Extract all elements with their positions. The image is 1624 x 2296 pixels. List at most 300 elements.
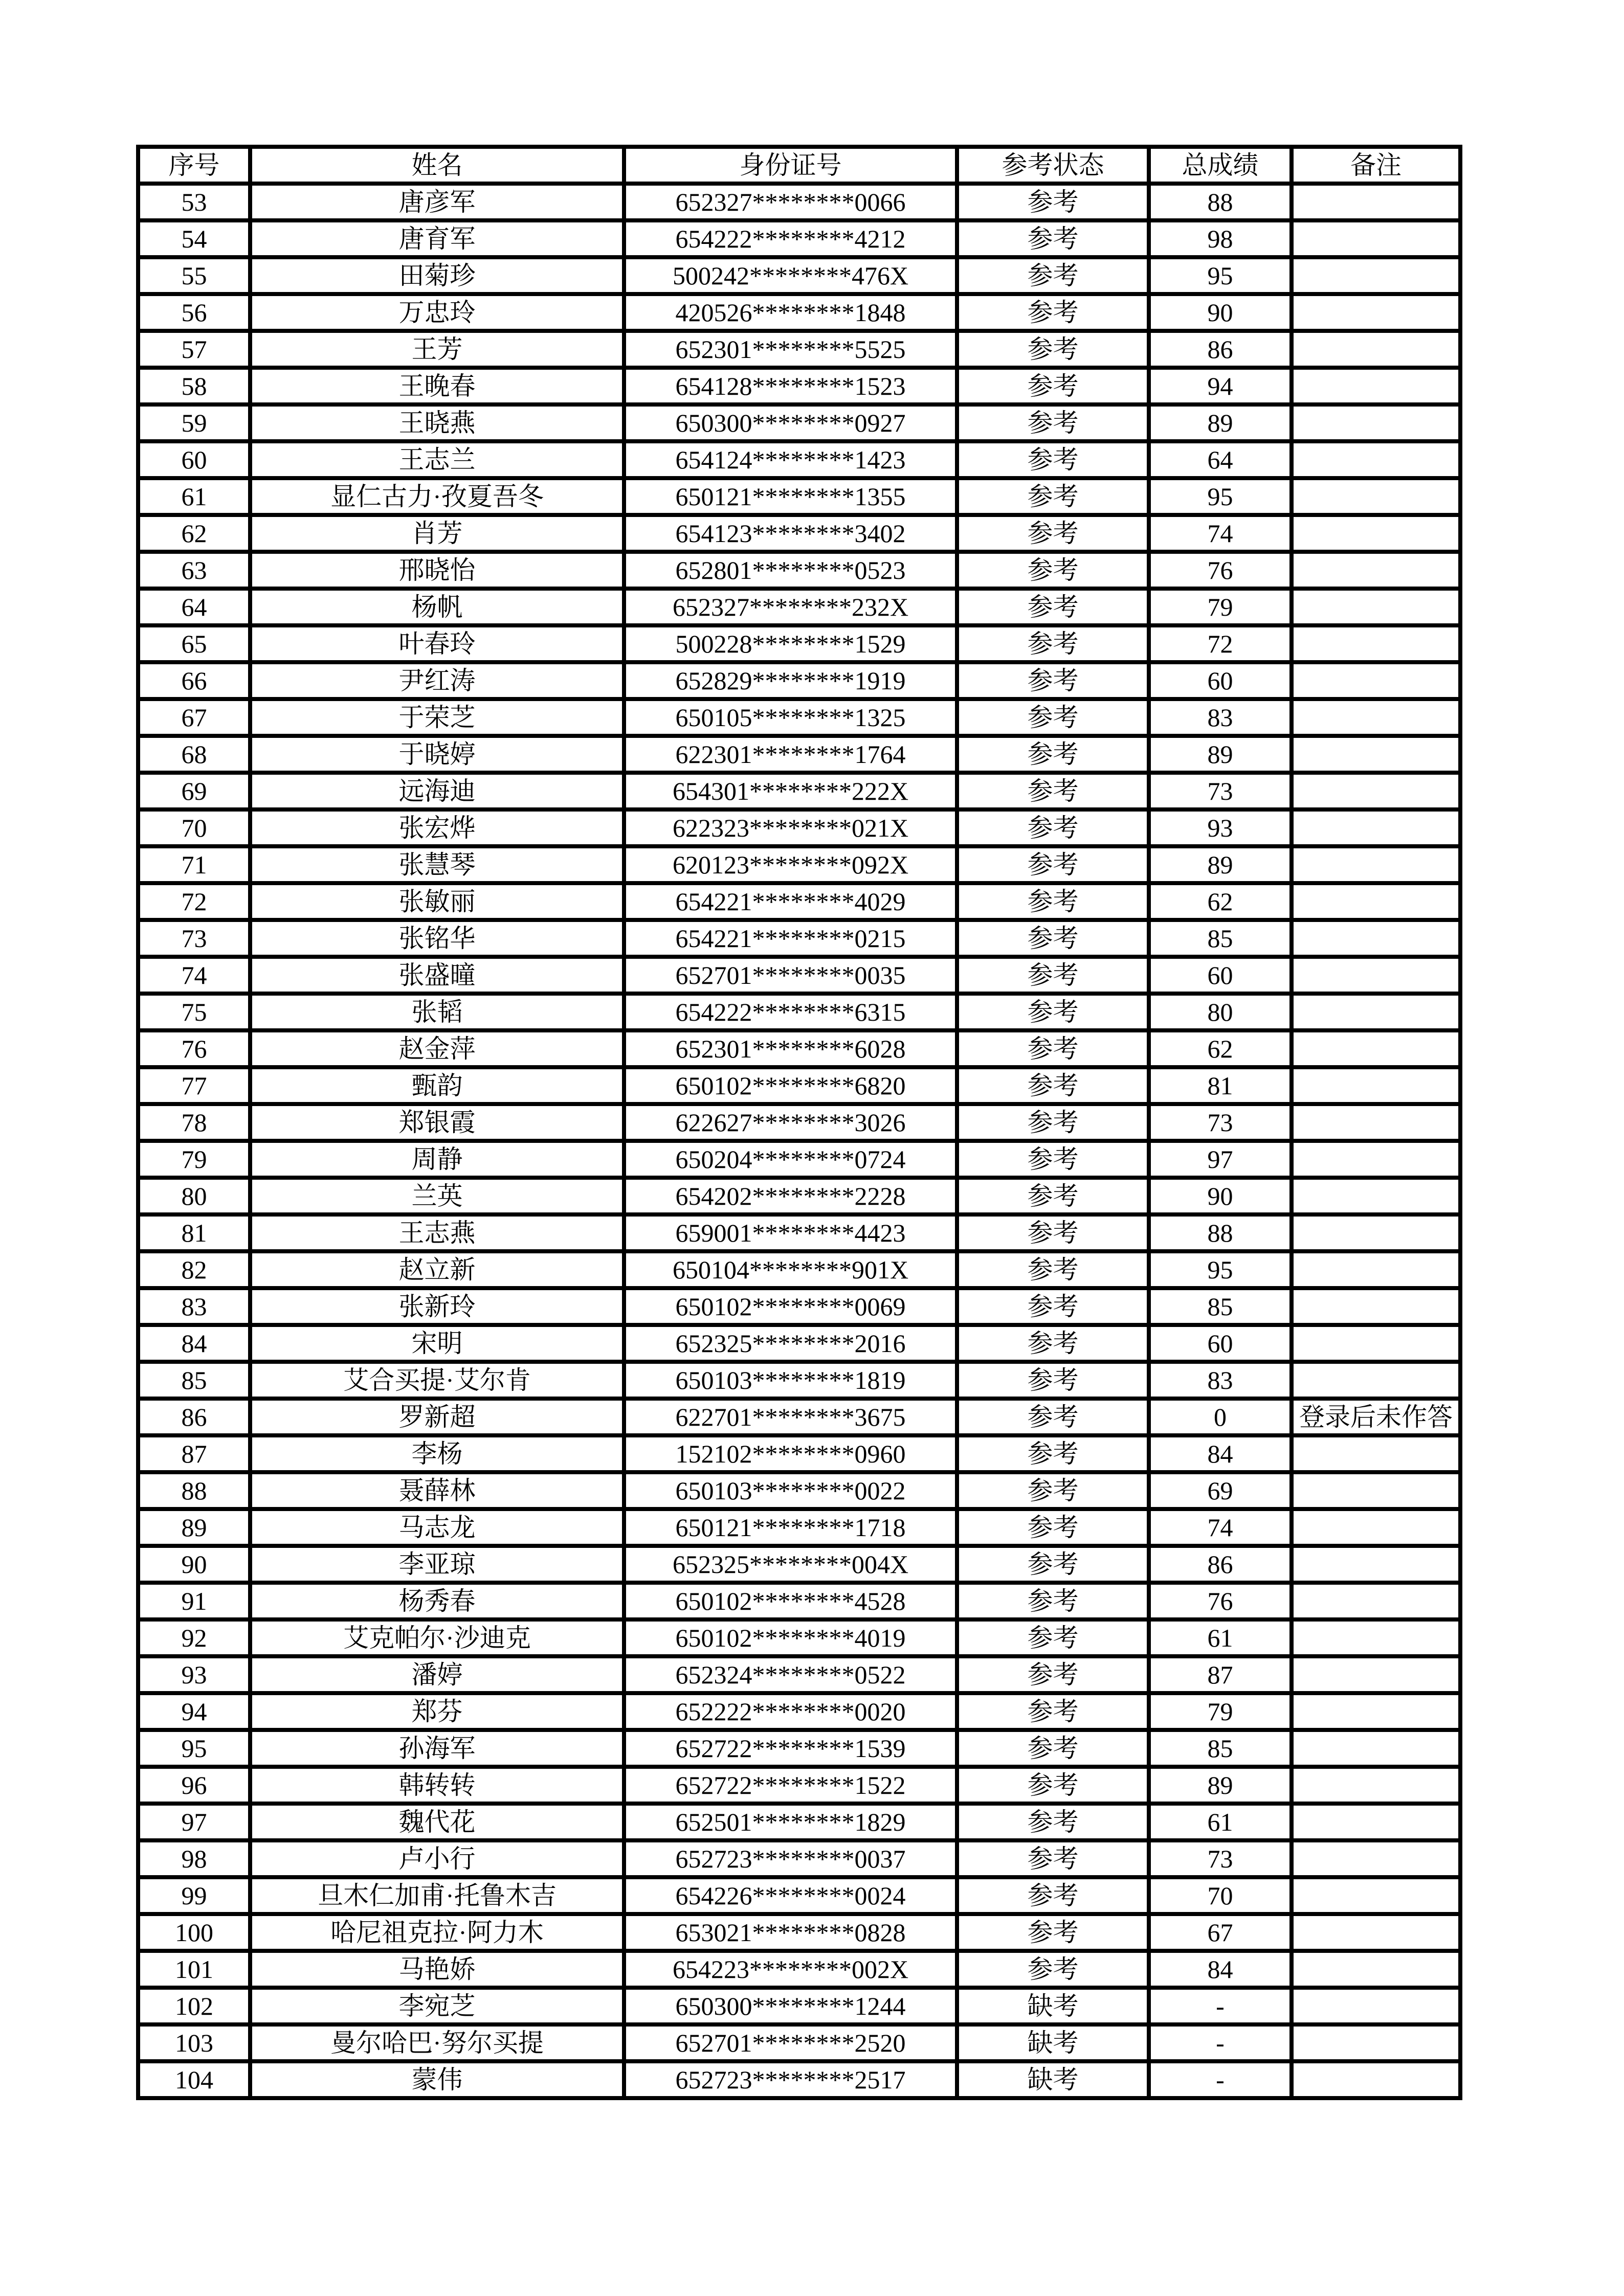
cell-index: 85 bbox=[138, 1362, 250, 1399]
cell-index: 54 bbox=[138, 220, 250, 257]
cell-status: 参考 bbox=[957, 809, 1149, 846]
cell-name: 张敏丽 bbox=[250, 883, 624, 920]
cell-index: 81 bbox=[138, 1214, 250, 1251]
cell-id: 652701********2520 bbox=[624, 2024, 957, 2061]
cell-remark bbox=[1292, 1030, 1460, 1067]
table-row bbox=[138, 1656, 1460, 1693]
cell-id: 652701********0035 bbox=[624, 957, 957, 994]
cell-name: 张慧琴 bbox=[250, 846, 624, 883]
cell-id: 652801********0523 bbox=[624, 552, 957, 589]
table-row bbox=[138, 478, 1460, 515]
cell-name: 王晚春 bbox=[250, 368, 624, 404]
cell-index: 100 bbox=[138, 1914, 250, 1951]
cell-index: 59 bbox=[138, 404, 250, 441]
cell-index: 56 bbox=[138, 294, 250, 331]
cell-score: 86 bbox=[1149, 331, 1292, 368]
cell-id: 654221********0215 bbox=[624, 920, 957, 957]
cell-remark bbox=[1292, 736, 1460, 773]
cell-status: 参考 bbox=[957, 1619, 1149, 1656]
cell-id: 654128********1523 bbox=[624, 368, 957, 404]
cell-index: 103 bbox=[138, 2024, 250, 2061]
table-row bbox=[138, 1178, 1460, 1214]
cell-status: 参考 bbox=[957, 441, 1149, 478]
cell-status: 参考 bbox=[957, 257, 1149, 294]
cell-status: 参考 bbox=[957, 1583, 1149, 1619]
table-row bbox=[138, 1472, 1460, 1509]
cell-remark bbox=[1292, 1104, 1460, 1141]
cell-index: 76 bbox=[138, 1030, 250, 1067]
cell-status: 参考 bbox=[957, 699, 1149, 736]
cell-id: 650102********0069 bbox=[624, 1288, 957, 1325]
cell-index: 73 bbox=[138, 920, 250, 957]
table-row bbox=[138, 809, 1460, 846]
cell-score: 76 bbox=[1149, 552, 1292, 589]
cell-id: 654223********002X bbox=[624, 1951, 957, 1988]
cell-index: 94 bbox=[138, 1693, 250, 1730]
table-row bbox=[138, 1141, 1460, 1178]
cell-status: 参考 bbox=[957, 1288, 1149, 1325]
cell-status: 参考 bbox=[957, 1914, 1149, 1951]
cell-remark bbox=[1292, 404, 1460, 441]
cell-score: 60 bbox=[1149, 957, 1292, 994]
cell-id: 652722********1539 bbox=[624, 1730, 957, 1767]
cell-id: 652301********6028 bbox=[624, 1030, 957, 1067]
cell-index: 75 bbox=[138, 994, 250, 1030]
cell-index: 70 bbox=[138, 809, 250, 846]
table-row bbox=[138, 2061, 1460, 2098]
cell-score: 74 bbox=[1149, 515, 1292, 552]
table-row bbox=[138, 184, 1460, 220]
cell-status: 参考 bbox=[957, 994, 1149, 1030]
cell-index: 102 bbox=[138, 1988, 250, 2024]
cell-index: 82 bbox=[138, 1251, 250, 1288]
cell-name: 杨帆 bbox=[250, 589, 624, 625]
cell-id: 652722********1522 bbox=[624, 1767, 957, 1804]
cell-index: 87 bbox=[138, 1435, 250, 1472]
table-row bbox=[138, 220, 1460, 257]
cell-remark bbox=[1292, 662, 1460, 699]
cell-name: 卢小行 bbox=[250, 1840, 624, 1877]
cell-id: 654202********2228 bbox=[624, 1178, 957, 1214]
cell-score: - bbox=[1149, 1988, 1292, 2024]
cell-remark bbox=[1292, 1914, 1460, 1951]
cell-id: 652222********0020 bbox=[624, 1693, 957, 1730]
cell-score: 61 bbox=[1149, 1804, 1292, 1840]
cell-remark bbox=[1292, 1840, 1460, 1877]
table-row bbox=[138, 2024, 1460, 2061]
cell-score: 74 bbox=[1149, 1509, 1292, 1546]
table-row bbox=[138, 1951, 1460, 1988]
table-row bbox=[138, 1362, 1460, 1399]
cell-name: 周静 bbox=[250, 1141, 624, 1178]
cell-name: 王芳 bbox=[250, 331, 624, 368]
cell-score: 80 bbox=[1149, 994, 1292, 1030]
cell-remark bbox=[1292, 1583, 1460, 1619]
cell-status: 参考 bbox=[957, 1362, 1149, 1399]
table-body bbox=[138, 184, 1460, 2098]
table-row bbox=[138, 552, 1460, 589]
cell-status: 参考 bbox=[957, 846, 1149, 883]
header-score: 总成绩 bbox=[1149, 147, 1292, 184]
cell-remark bbox=[1292, 2061, 1460, 2098]
cell-score: 89 bbox=[1149, 1767, 1292, 1804]
cell-name: 赵金萍 bbox=[250, 1030, 624, 1067]
cell-status: 参考 bbox=[957, 515, 1149, 552]
cell-remark bbox=[1292, 1251, 1460, 1288]
cell-status: 参考 bbox=[957, 1030, 1149, 1067]
cell-score: - bbox=[1149, 2024, 1292, 2061]
cell-status: 参考 bbox=[957, 1141, 1149, 1178]
cell-name: 万忠玲 bbox=[250, 294, 624, 331]
cell-id: 654222********6315 bbox=[624, 994, 957, 1030]
cell-remark bbox=[1292, 883, 1460, 920]
table-row bbox=[138, 699, 1460, 736]
cell-remark bbox=[1292, 1214, 1460, 1251]
cell-id: 622627********3026 bbox=[624, 1104, 957, 1141]
cell-status: 参考 bbox=[957, 478, 1149, 515]
cell-id: 654301********222X bbox=[624, 773, 957, 809]
cell-remark bbox=[1292, 220, 1460, 257]
cell-score: 67 bbox=[1149, 1914, 1292, 1951]
cell-name: 赵立新 bbox=[250, 1251, 624, 1288]
cell-score: 88 bbox=[1149, 184, 1292, 220]
table-row bbox=[138, 1877, 1460, 1914]
cell-score: 79 bbox=[1149, 1693, 1292, 1730]
table-row bbox=[138, 957, 1460, 994]
cell-status: 参考 bbox=[957, 220, 1149, 257]
cell-index: 63 bbox=[138, 552, 250, 589]
cell-index: 101 bbox=[138, 1951, 250, 1988]
cell-index: 104 bbox=[138, 2061, 250, 2098]
cell-id: 652723********0037 bbox=[624, 1840, 957, 1877]
cell-index: 72 bbox=[138, 883, 250, 920]
cell-index: 84 bbox=[138, 1325, 250, 1362]
cell-remark bbox=[1292, 478, 1460, 515]
table-row bbox=[138, 1546, 1460, 1583]
cell-remark bbox=[1292, 257, 1460, 294]
cell-remark bbox=[1292, 552, 1460, 589]
cell-name: 宋明 bbox=[250, 1325, 624, 1362]
cell-name: 张新玲 bbox=[250, 1288, 624, 1325]
cell-index: 64 bbox=[138, 589, 250, 625]
cell-name: 于荣芝 bbox=[250, 699, 624, 736]
cell-name: 王志燕 bbox=[250, 1214, 624, 1251]
cell-remark bbox=[1292, 846, 1460, 883]
cell-name: 张铭华 bbox=[250, 920, 624, 957]
cell-id: 652327********232X bbox=[624, 589, 957, 625]
table-row bbox=[138, 1583, 1460, 1619]
cell-name: 马志龙 bbox=[250, 1509, 624, 1546]
cell-id: 650102********4528 bbox=[624, 1583, 957, 1619]
cell-remark bbox=[1292, 1804, 1460, 1840]
table-row bbox=[138, 257, 1460, 294]
cell-status: 参考 bbox=[957, 368, 1149, 404]
cell-score: 87 bbox=[1149, 1656, 1292, 1693]
cell-score: 89 bbox=[1149, 404, 1292, 441]
cell-score: 73 bbox=[1149, 773, 1292, 809]
cell-status: 参考 bbox=[957, 589, 1149, 625]
cell-score: 95 bbox=[1149, 1251, 1292, 1288]
cell-id: 652723********2517 bbox=[624, 2061, 957, 2098]
cell-remark bbox=[1292, 1067, 1460, 1104]
cell-id: 659001********4423 bbox=[624, 1214, 957, 1251]
table-row bbox=[138, 1804, 1460, 1840]
cell-remark bbox=[1292, 1951, 1460, 1988]
table-row bbox=[138, 1325, 1460, 1362]
cell-remark bbox=[1292, 957, 1460, 994]
cell-score: 79 bbox=[1149, 589, 1292, 625]
cell-score: 98 bbox=[1149, 220, 1292, 257]
cell-id: 622323********021X bbox=[624, 809, 957, 846]
cell-index: 96 bbox=[138, 1767, 250, 1804]
cell-status: 参考 bbox=[957, 331, 1149, 368]
cell-index: 86 bbox=[138, 1399, 250, 1435]
cell-status: 参考 bbox=[957, 1509, 1149, 1546]
cell-id: 152102********0960 bbox=[624, 1435, 957, 1472]
cell-score: 89 bbox=[1149, 846, 1292, 883]
cell-index: 61 bbox=[138, 478, 250, 515]
cell-name: 张韬 bbox=[250, 994, 624, 1030]
table-row bbox=[138, 1435, 1460, 1472]
cell-index: 93 bbox=[138, 1656, 250, 1693]
cell-status: 参考 bbox=[957, 1840, 1149, 1877]
cell-index: 57 bbox=[138, 331, 250, 368]
cell-score: 93 bbox=[1149, 809, 1292, 846]
cell-status: 缺考 bbox=[957, 1988, 1149, 2024]
cell-score: 0 bbox=[1149, 1399, 1292, 1435]
header-name: 姓名 bbox=[250, 147, 624, 184]
cell-id: 653021********0828 bbox=[624, 1914, 957, 1951]
cell-index: 89 bbox=[138, 1509, 250, 1546]
cell-status: 参考 bbox=[957, 404, 1149, 441]
cell-score: 70 bbox=[1149, 1877, 1292, 1914]
cell-score: 73 bbox=[1149, 1840, 1292, 1877]
cell-status: 参考 bbox=[957, 1730, 1149, 1767]
cell-score: 81 bbox=[1149, 1067, 1292, 1104]
cell-status: 参考 bbox=[957, 1104, 1149, 1141]
cell-remark bbox=[1292, 1141, 1460, 1178]
cell-name: 唐育军 bbox=[250, 220, 624, 257]
cell-name: 魏代花 bbox=[250, 1804, 624, 1840]
cell-remark bbox=[1292, 1988, 1460, 2024]
cell-id: 500228********1529 bbox=[624, 625, 957, 662]
cell-name: 韩转转 bbox=[250, 1767, 624, 1804]
cell-id: 652325********2016 bbox=[624, 1325, 957, 1362]
cell-name: 叶春玲 bbox=[250, 625, 624, 662]
table-row bbox=[138, 1730, 1460, 1767]
table-row bbox=[138, 625, 1460, 662]
cell-id: 650105********1325 bbox=[624, 699, 957, 736]
cell-id: 650103********0022 bbox=[624, 1472, 957, 1509]
cell-status: 参考 bbox=[957, 552, 1149, 589]
cell-id: 652324********0522 bbox=[624, 1656, 957, 1693]
cell-remark bbox=[1292, 1730, 1460, 1767]
cell-name: 孙海军 bbox=[250, 1730, 624, 1767]
cell-index: 60 bbox=[138, 441, 250, 478]
table-row bbox=[138, 773, 1460, 809]
cell-score: 89 bbox=[1149, 736, 1292, 773]
cell-index: 77 bbox=[138, 1067, 250, 1104]
cell-status: 参考 bbox=[957, 1399, 1149, 1435]
cell-index: 62 bbox=[138, 515, 250, 552]
cell-name: 李宛芝 bbox=[250, 1988, 624, 2024]
table-row bbox=[138, 736, 1460, 773]
cell-name: 显仁古力·孜夏吾冬 bbox=[250, 478, 624, 515]
cell-remark bbox=[1292, 331, 1460, 368]
cell-id: 622301********1764 bbox=[624, 736, 957, 773]
cell-index: 68 bbox=[138, 736, 250, 773]
table-row bbox=[138, 294, 1460, 331]
cell-id: 650121********1355 bbox=[624, 478, 957, 515]
cell-name: 艾合买提·艾尔肯 bbox=[250, 1362, 624, 1399]
header-remark: 备注 bbox=[1292, 147, 1460, 184]
cell-id: 652501********1829 bbox=[624, 1804, 957, 1840]
cell-score: 84 bbox=[1149, 1435, 1292, 1472]
cell-name: 潘婷 bbox=[250, 1656, 624, 1693]
cell-remark bbox=[1292, 1288, 1460, 1325]
cell-status: 参考 bbox=[957, 1067, 1149, 1104]
cell-remark bbox=[1292, 368, 1460, 404]
cell-remark bbox=[1292, 1325, 1460, 1362]
cell-name: 远海迪 bbox=[250, 773, 624, 809]
table-row bbox=[138, 331, 1460, 368]
cell-name: 李杨 bbox=[250, 1435, 624, 1472]
cell-name: 郑芬 bbox=[250, 1693, 624, 1730]
cell-score: 90 bbox=[1149, 1178, 1292, 1214]
cell-score: 97 bbox=[1149, 1141, 1292, 1178]
table-row bbox=[138, 1251, 1460, 1288]
cell-status: 参考 bbox=[957, 1767, 1149, 1804]
cell-name: 张宏烨 bbox=[250, 809, 624, 846]
cell-index: 97 bbox=[138, 1804, 250, 1840]
cell-name: 王晓燕 bbox=[250, 404, 624, 441]
table-row bbox=[138, 846, 1460, 883]
cell-name: 曼尔哈巴·努尔买提 bbox=[250, 2024, 624, 2061]
cell-index: 53 bbox=[138, 184, 250, 220]
cell-remark bbox=[1292, 625, 1460, 662]
cell-remark bbox=[1292, 1435, 1460, 1472]
table-row bbox=[138, 589, 1460, 625]
cell-status: 参考 bbox=[957, 1804, 1149, 1840]
cell-score: 95 bbox=[1149, 478, 1292, 515]
cell-name: 李亚琼 bbox=[250, 1546, 624, 1583]
cell-name: 聂薛林 bbox=[250, 1472, 624, 1509]
cell-score: 73 bbox=[1149, 1104, 1292, 1141]
cell-score: 85 bbox=[1149, 1288, 1292, 1325]
cell-index: 95 bbox=[138, 1730, 250, 1767]
cell-remark bbox=[1292, 589, 1460, 625]
table-row bbox=[138, 920, 1460, 957]
cell-status: 参考 bbox=[957, 883, 1149, 920]
header-status: 参考状态 bbox=[957, 147, 1149, 184]
table-row bbox=[138, 994, 1460, 1030]
cell-id: 654124********1423 bbox=[624, 441, 957, 478]
score-table bbox=[136, 145, 1462, 2100]
cell-name: 郑银霞 bbox=[250, 1104, 624, 1141]
cell-id: 650204********0724 bbox=[624, 1141, 957, 1178]
cell-index: 67 bbox=[138, 699, 250, 736]
cell-name: 张盛曈 bbox=[250, 957, 624, 994]
cell-score: - bbox=[1149, 2061, 1292, 2098]
cell-score: 86 bbox=[1149, 1546, 1292, 1583]
cell-index: 65 bbox=[138, 625, 250, 662]
header-row bbox=[138, 147, 1460, 184]
cell-score: 85 bbox=[1149, 1730, 1292, 1767]
table-row bbox=[138, 1914, 1460, 1951]
cell-index: 98 bbox=[138, 1840, 250, 1877]
cell-score: 76 bbox=[1149, 1583, 1292, 1619]
cell-name: 邢晓怡 bbox=[250, 552, 624, 589]
cell-status: 参考 bbox=[957, 736, 1149, 773]
cell-index: 91 bbox=[138, 1583, 250, 1619]
cell-id: 650121********1718 bbox=[624, 1509, 957, 1546]
cell-id: 654221********4029 bbox=[624, 883, 957, 920]
cell-id: 650104********901X bbox=[624, 1251, 957, 1288]
cell-index: 83 bbox=[138, 1288, 250, 1325]
cell-status: 参考 bbox=[957, 1693, 1149, 1730]
cell-id: 652301********5525 bbox=[624, 331, 957, 368]
cell-status: 参考 bbox=[957, 1435, 1149, 1472]
table-row bbox=[138, 1030, 1460, 1067]
cell-remark bbox=[1292, 1767, 1460, 1804]
table-row bbox=[138, 1399, 1460, 1435]
cell-index: 99 bbox=[138, 1877, 250, 1914]
cell-score: 83 bbox=[1149, 699, 1292, 736]
cell-id: 620123********092X bbox=[624, 846, 957, 883]
cell-name: 罗新超 bbox=[250, 1399, 624, 1435]
cell-name: 王志兰 bbox=[250, 441, 624, 478]
cell-status: 缺考 bbox=[957, 2024, 1149, 2061]
cell-status: 参考 bbox=[957, 773, 1149, 809]
cell-status: 参考 bbox=[957, 1251, 1149, 1288]
table-row bbox=[138, 1288, 1460, 1325]
cell-remark bbox=[1292, 294, 1460, 331]
cell-name: 于晓婷 bbox=[250, 736, 624, 773]
table-row bbox=[138, 515, 1460, 552]
table-row bbox=[138, 1767, 1460, 1804]
cell-remark bbox=[1292, 184, 1460, 220]
cell-status: 参考 bbox=[957, 294, 1149, 331]
cell-name: 田菊珍 bbox=[250, 257, 624, 294]
cell-name: 唐彦军 bbox=[250, 184, 624, 220]
cell-index: 88 bbox=[138, 1472, 250, 1509]
cell-status: 参考 bbox=[957, 184, 1149, 220]
cell-remark bbox=[1292, 920, 1460, 957]
cell-name: 马艳娇 bbox=[250, 1951, 624, 1988]
cell-id: 654222********4212 bbox=[624, 220, 957, 257]
table-row bbox=[138, 1988, 1460, 2024]
table-row bbox=[138, 662, 1460, 699]
cell-remark bbox=[1292, 1509, 1460, 1546]
cell-score: 60 bbox=[1149, 1325, 1292, 1362]
cell-status: 参考 bbox=[957, 1472, 1149, 1509]
cell-id: 650102********4019 bbox=[624, 1619, 957, 1656]
cell-id: 500242********476X bbox=[624, 257, 957, 294]
cell-id: 650102********6820 bbox=[624, 1067, 957, 1104]
cell-index: 74 bbox=[138, 957, 250, 994]
cell-name: 艾克帕尔·沙迪克 bbox=[250, 1619, 624, 1656]
cell-remark bbox=[1292, 1546, 1460, 1583]
cell-score: 72 bbox=[1149, 625, 1292, 662]
cell-score: 95 bbox=[1149, 257, 1292, 294]
cell-score: 85 bbox=[1149, 920, 1292, 957]
cell-name: 兰英 bbox=[250, 1178, 624, 1214]
cell-remark bbox=[1292, 2024, 1460, 2061]
cell-status: 参考 bbox=[957, 1325, 1149, 1362]
cell-id: 650300********1244 bbox=[624, 1988, 957, 2024]
table-row bbox=[138, 1693, 1460, 1730]
cell-id: 652829********1919 bbox=[624, 662, 957, 699]
